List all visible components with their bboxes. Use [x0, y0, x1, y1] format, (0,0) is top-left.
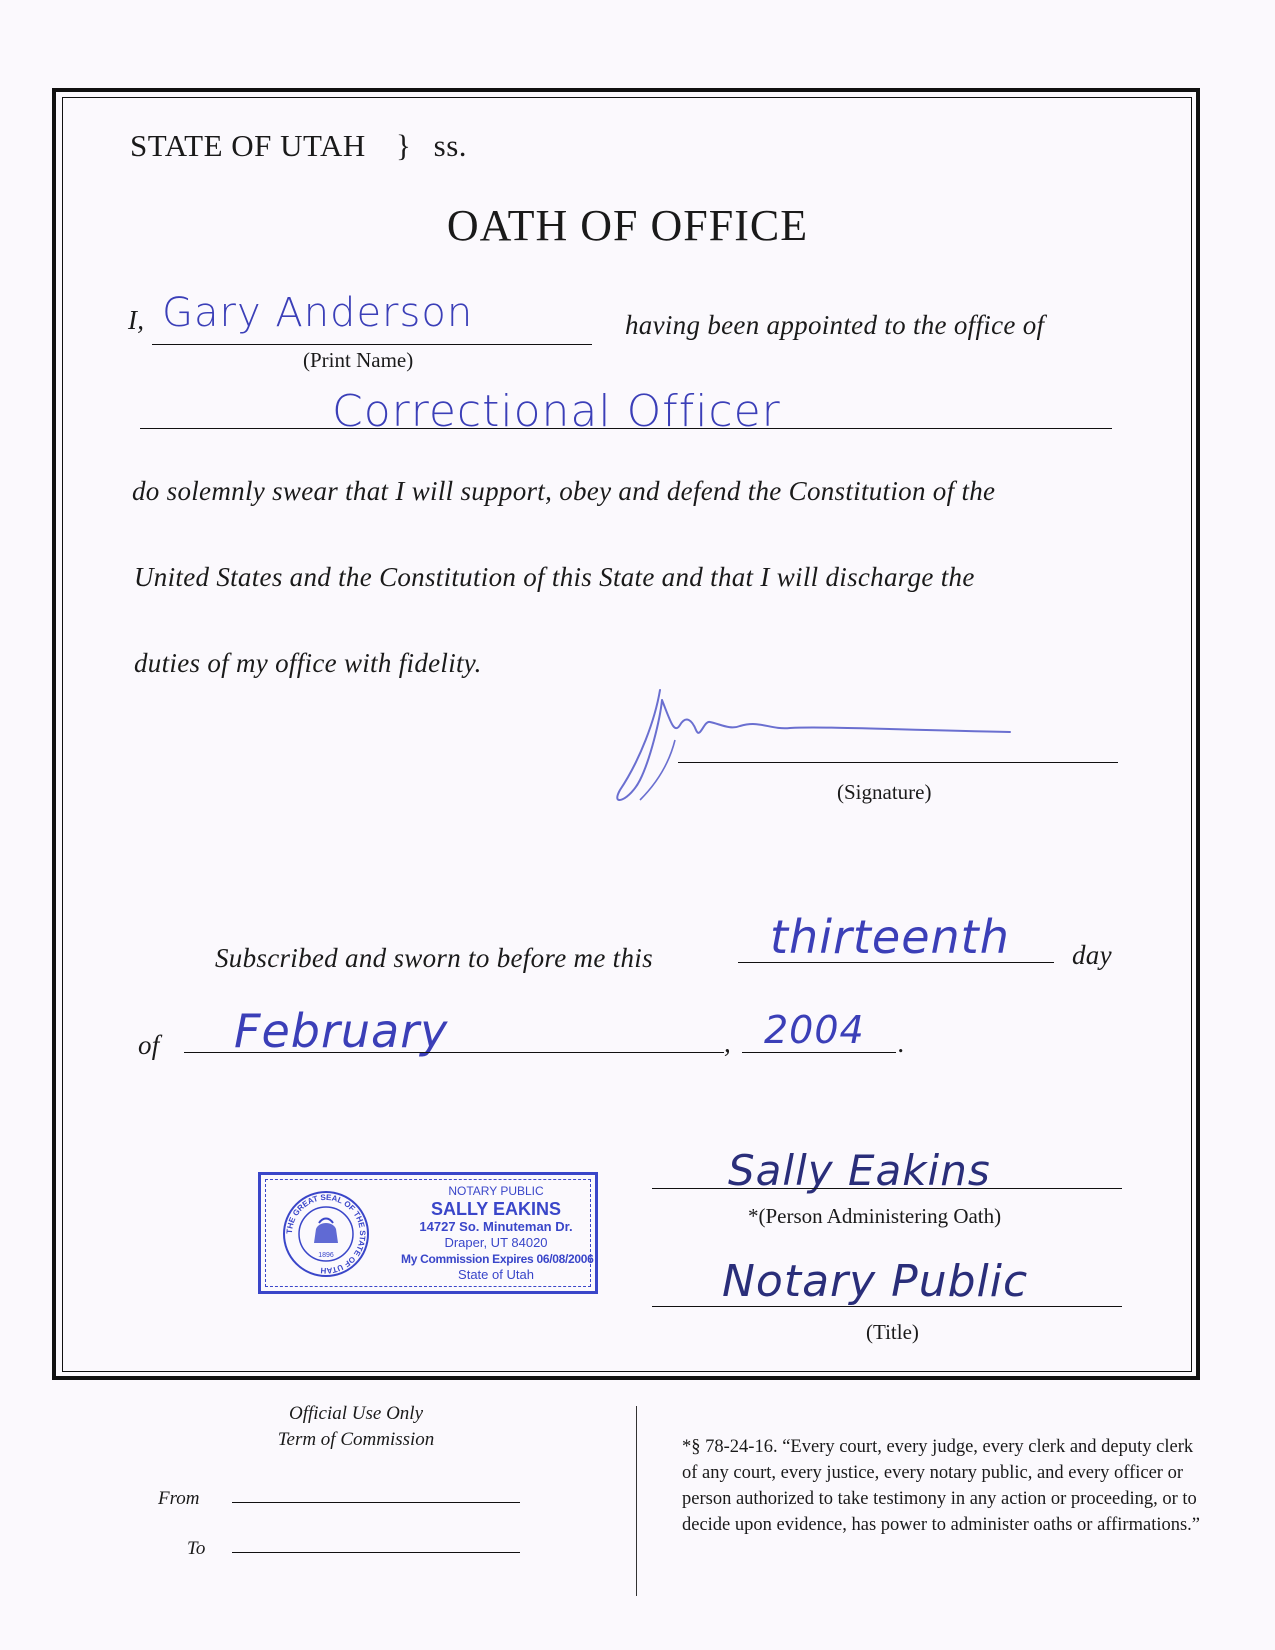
oath-line-3: duties of my office with fidelity.	[134, 648, 482, 678]
day-handwritten: thirteenth	[770, 910, 1010, 964]
title-line	[652, 1306, 1122, 1307]
month-handwritten: February	[234, 1004, 449, 1058]
title-handwritten: Notary Public	[722, 1256, 1029, 1307]
print-name-line	[152, 344, 592, 345]
period: .	[898, 1028, 906, 1058]
administrator-label: *(Person Administering Oath)	[748, 1204, 1002, 1228]
notary-stamp	[258, 1172, 598, 1294]
to-label: To	[187, 1538, 206, 1559]
day-line	[738, 962, 1054, 963]
official-use-label: Official Use Only	[288, 1403, 424, 1424]
office-line	[140, 428, 1112, 429]
comma: ,	[724, 1028, 732, 1058]
administrator-signature: Sally Eakins	[728, 1146, 991, 1195]
printed-name-handwritten: Gary Anderson	[162, 290, 474, 336]
state-seal-icon	[281, 1189, 371, 1279]
stamp-address: 14727 So. Minuteman Dr.	[419, 1219, 573, 1234]
brace: }	[396, 128, 412, 163]
pronoun-i: I,	[128, 305, 145, 335]
oath-line-2: United States and the Constitution of this State and that I will discharge the	[134, 562, 975, 592]
day-word: day	[1072, 940, 1112, 970]
of-word: of	[138, 1030, 160, 1060]
seal-text: THE GREAT SEAL OF THE STATE OF UTAH	[284, 1192, 368, 1276]
document-title: OATH OF OFFICE	[446, 201, 809, 250]
stamp-notary-name: SALLY EAKINS	[430, 1199, 562, 1219]
from-line	[232, 1502, 520, 1503]
month-line	[184, 1052, 724, 1053]
signature-line	[678, 762, 1118, 763]
from-label: From	[158, 1488, 200, 1509]
state-header	[130, 128, 467, 164]
statute-quote: *§ 78-24-16. “Every court, every judge, every clerk and deputy clerk of any court, every justice, every notary public, and every officer or person authorized to take testimony in any action or proceeding, or to decide upon evidence, has power to administer oaths or affirmations.”	[682, 1437, 1201, 1535]
footer-divider	[636, 1406, 637, 1596]
term-of-commission-label: Term of Commission	[277, 1429, 435, 1450]
stamp-city: Draper, UT 84020	[444, 1235, 548, 1250]
subscribed-text: Subscribed and sworn to before me this	[215, 943, 653, 973]
oath-taker-signature	[600, 680, 1020, 820]
stamp-state: State of Utah	[458, 1267, 534, 1282]
office-handwritten: Correctional Officer	[332, 386, 781, 437]
state-name: STATE OF UTAH	[130, 128, 366, 163]
stamp-notary-public: NOTARY PUBLIC	[448, 1184, 544, 1198]
stamp-text-block	[401, 1183, 594, 1283]
stamp-commission: My Commission Expires 06/08/2006	[401, 1252, 594, 1266]
signature-label: (Signature)	[837, 780, 932, 804]
seal-year: 1896	[318, 1252, 334, 1259]
print-name-label: (Print Name)	[303, 348, 414, 372]
title-label: (Title)	[866, 1320, 919, 1344]
appointed-text: having been appointed to the office of	[625, 310, 1045, 340]
ss-abbrev: ss.	[433, 128, 468, 163]
administrator-line	[652, 1188, 1122, 1189]
year-line	[742, 1052, 896, 1053]
oath-line-1: do solemnly swear that I will support, obey and defend the Constitution of the	[132, 476, 996, 506]
to-line	[232, 1552, 520, 1553]
year-handwritten: 2004	[764, 1008, 865, 1052]
